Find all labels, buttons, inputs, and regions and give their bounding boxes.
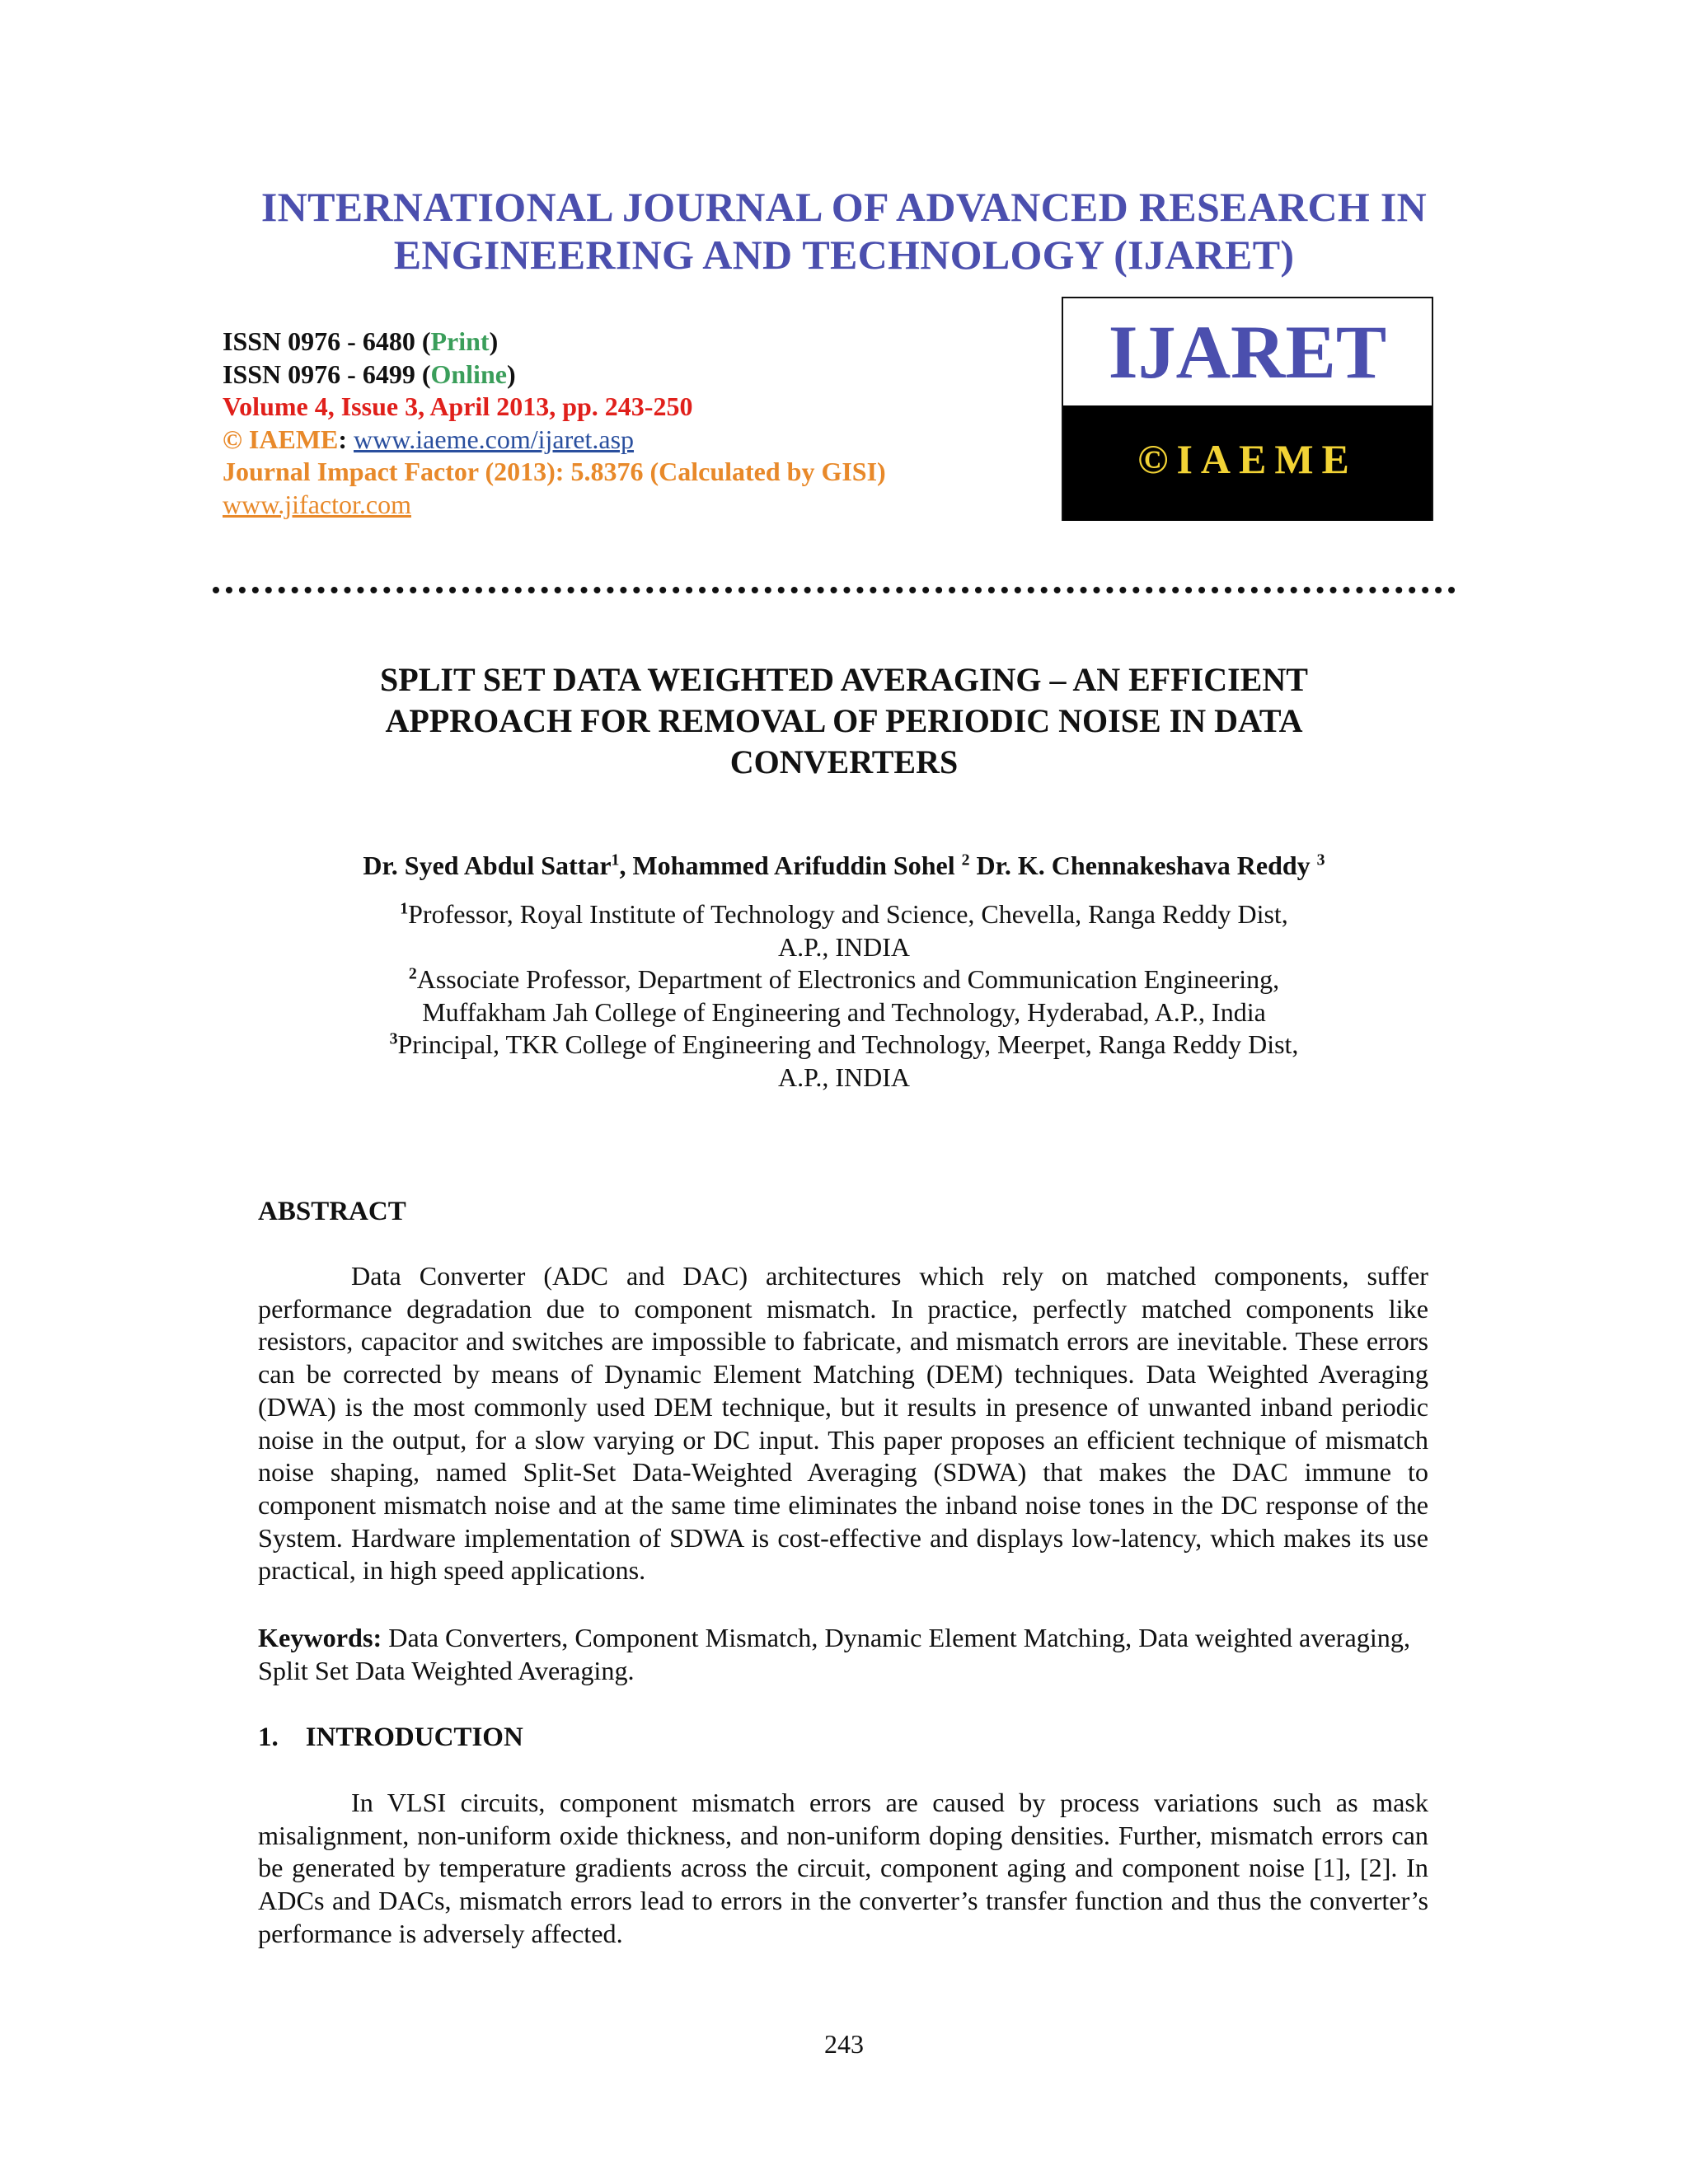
paper-title-line2: APPROACH FOR REMOVAL OF PERIODIC NOISE IN DATA	[385, 702, 1303, 739]
affiliation-3-sup: 3	[389, 1029, 398, 1048]
author-list	[0, 849, 1688, 882]
iaeme-copyright: © IAEME	[223, 424, 339, 454]
issn-block	[223, 326, 886, 521]
abstract-body	[258, 1260, 1428, 1587]
affiliation-2	[0, 963, 1688, 996]
abstract-heading: ABSTRACT	[258, 1197, 406, 1226]
author-1-sup: 1	[611, 851, 620, 869]
affiliation-3	[0, 1029, 1688, 1062]
issn-online-number: ISSN 0976 - 6499 (	[223, 359, 431, 389]
paper-title-line1: SPLIT SET DATA WEIGHTED AVERAGING – AN EFFICIENT	[380, 661, 1308, 698]
logo-iaeme-text: ©IAEME	[1063, 405, 1432, 521]
affiliation-1-line2: A.P., INDIA	[778, 931, 910, 962]
introduction-body	[258, 1787, 1428, 1951]
keywords	[258, 1622, 1428, 1687]
volume-info: Volume 4, Issue 3, April 2013, pp. 243-250	[223, 391, 693, 421]
abstract-text: Data Converter (ADC and DAC) architectures which rely on matched components, suffer performance degradation due to component mismatch. In practice, perfectly matched components like resistors, capacitor and switches are impossible to fabricate, and mismatch errors are inevitable. These errors can be corrected by means of Dynamic Element Matching (DEM) techniques. Data Weighted Averaging (DWA) is the most commonly used DEM technique, but it results in presence of unwanted inband periodic noise in the output, for a slow varying or DC input. This paper proposes an efficient technique of mismatch noise shaping, named Split-Set Data-Weighted Averaging (SDWA) that makes the DAC immune to component mismatch noise and at the same time eliminates the inband noise tones in the DC response of the System. Hardware implementation of SDWA is cost-effective and displays low-latency, which makes its use practical, in high speed applications.	[258, 1261, 1428, 1586]
journal-logo	[1062, 297, 1433, 521]
affiliation-3-line1: Principal, TKR College of Engineering and Technology, Meerpet, Ranga Reddy Dist,	[397, 1029, 1299, 1059]
journal-title-line2: ENGINEERING AND TECHNOLOGY (IJARET)	[393, 232, 1295, 278]
dotted-divider	[213, 587, 1456, 593]
affiliation-2-line1: Associate Professor, Department of Electronics and Communication Engineering,	[416, 964, 1280, 994]
author-3-sup: 3	[1316, 851, 1325, 869]
affiliation-1-line1: Professor, Royal Institute of Technology and Science, Chevella, Ranga Reddy Dist,	[408, 899, 1288, 929]
author-3: Dr. K. Chennakeshava Reddy	[969, 851, 1317, 880]
affiliation-3-line2: A.P., INDIA	[778, 1062, 910, 1092]
page-number: 243	[824, 2029, 864, 2059]
iaeme-line	[223, 424, 886, 457]
paper-title	[0, 659, 1688, 783]
issn-print-number: ISSN 0976 - 6480 (	[223, 326, 431, 356]
author-1: Dr. Syed Abdul Sattar	[363, 851, 612, 880]
iaeme-url-link[interactable]: www.iaeme.com/ijaret.asp	[354, 424, 635, 454]
keywords-text: Data Converters, Component Mismatch, Dynamic Element Matching, Data weighted averaging, Split Set Data Weighted Averaging.	[258, 1623, 1411, 1685]
introduction-text: In VLSI circuits, component mismatch errors are caused by process variations such as mask misalignment, non-uniform oxide thickness, and non-uniform doping densities. Further, mismatch errors can be generated by temperature gradients across the circuit, component aging and component noise [1], [2]. In ADCs and DACs, mismatch errors lead to errors in the converter’s transfer function and thus the converter’s performance is adversely affected.	[258, 1788, 1428, 1948]
paper-title-line3: CONVERTERS	[729, 743, 959, 780]
jif-line	[223, 489, 886, 522]
issn-print-close: )	[489, 326, 499, 356]
affiliation-1	[0, 898, 1688, 931]
jif-url-link[interactable]: www.jifactor.com	[223, 489, 411, 519]
keywords-label: Keywords:	[258, 1623, 382, 1652]
author-2: , Mohammed Arifuddin Sohel	[619, 851, 962, 880]
iaeme-colon: :	[338, 424, 354, 454]
issn-online-label: Online	[430, 359, 507, 389]
affiliation-1-sup: 1	[400, 899, 409, 918]
introduction-heading: 1. INTRODUCTION	[258, 1722, 523, 1752]
journal-title-line1: INTERNATIONAL JOURNAL OF ADVANCED RESEARCH IN	[260, 184, 1428, 230]
issn-print	[223, 326, 886, 359]
logo-ijaret-text: IJARET	[1108, 310, 1387, 394]
affiliations	[0, 898, 1688, 1094]
journal-title	[0, 183, 1688, 279]
affiliation-2-line2: Muffakham Jah College of Engineering and Technology, Hyderabad, A.P., India	[422, 996, 1266, 1027]
issn-print-label: Print	[430, 326, 490, 356]
affiliation-2-sup: 2	[408, 964, 417, 983]
issn-online	[223, 359, 886, 391]
author-2-sup: 2	[961, 851, 970, 869]
issn-online-close: )	[506, 359, 516, 389]
impact-factor: Journal Impact Factor (2013): 5.8376 (Calculated by GISI)	[223, 457, 886, 486]
